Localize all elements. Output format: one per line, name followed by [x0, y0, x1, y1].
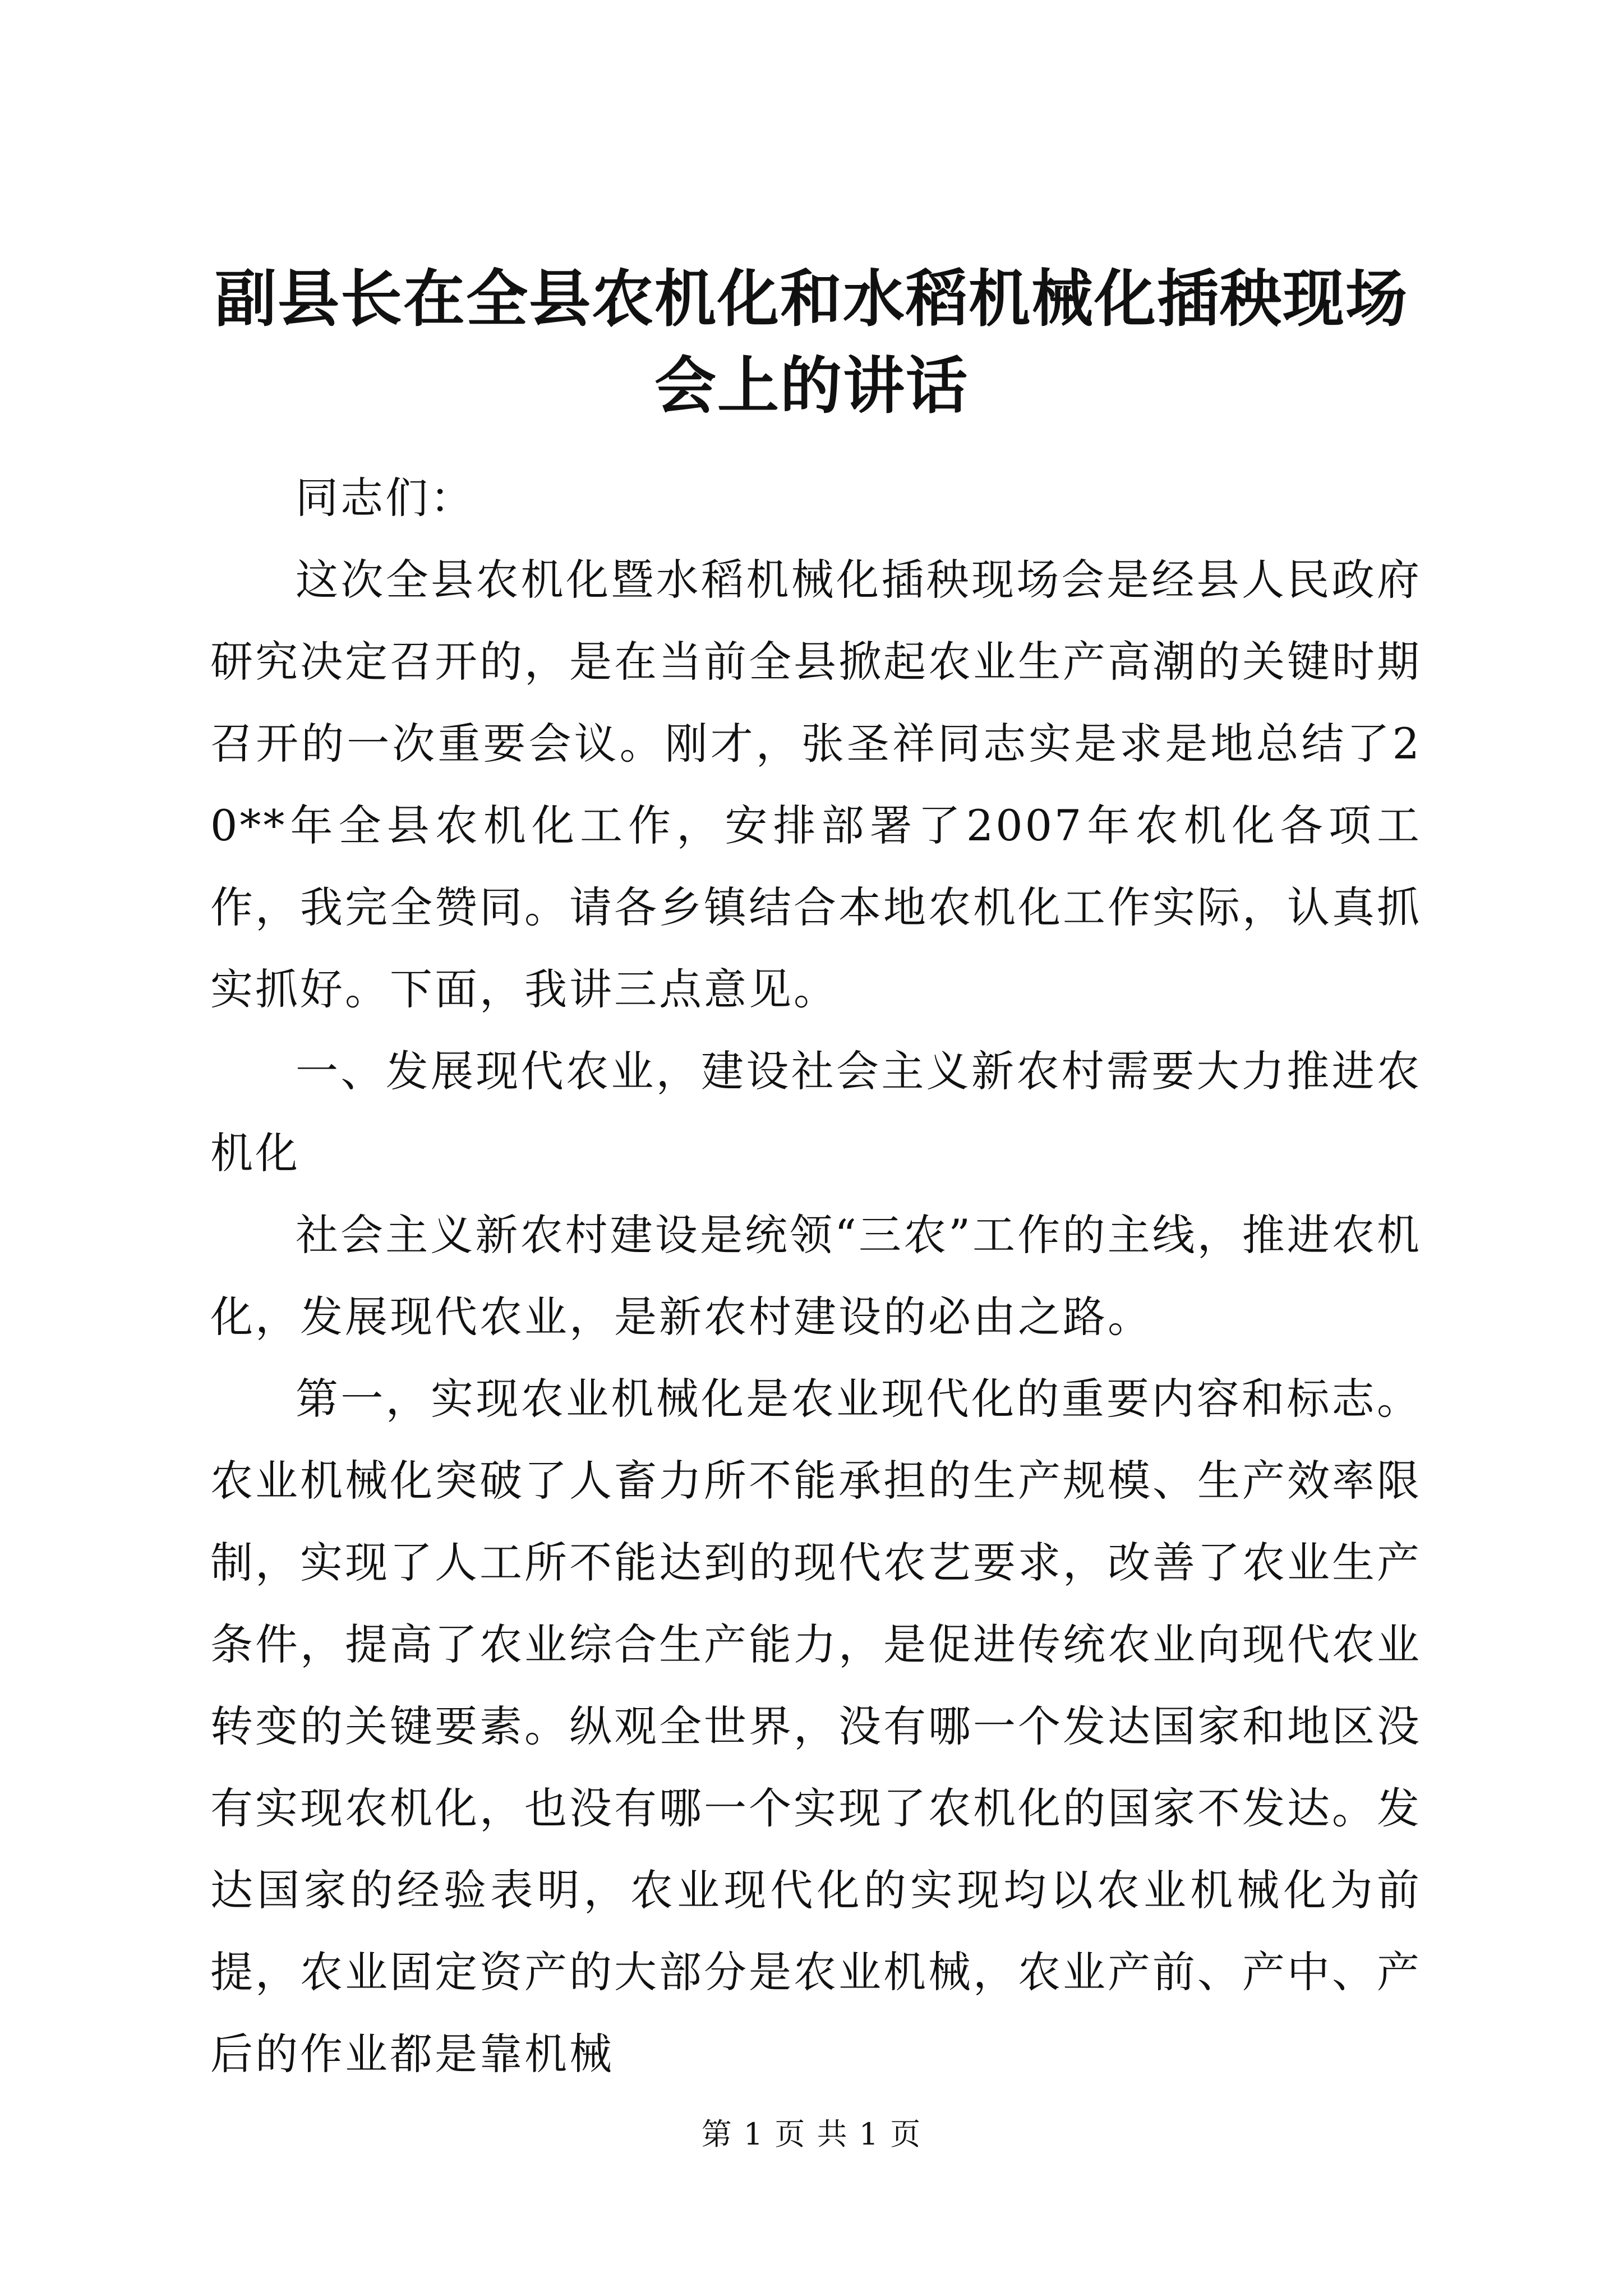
paragraph-section-1-summary: 社会主义新农村建设是统领“三农”工作的主线，推进农机化，发展现代农业，是新农村建设的必由之路。 [210, 1210, 1422, 1342]
paragraph-intro: 这次全县农机化暨水稻机械化插秧现场会是经县人民政府研究决定召开的，是在当前全县掀起农业生产高潮的关键时期召开的一次重要会议。刚才，张圣祥同志实是求是地总结了20**年全县农机化工作，安排部署了2007年农机化各项工作，我完全赞同。请各乡镇结合本地农机化工作实际，认真抓实抓好。下面，我讲三点意见。 [210, 555, 1422, 1014]
paragraph-salutation: 同志们： [296, 473, 475, 523]
section-heading-1: 一、发展现代农业，建设社会主义新农村需要大力推进农机化 [210, 1046, 1422, 1178]
paragraph-point-1: 第一，实现农业机械化是农业现代化的重要内容和标志。农业机械化突破了人畜力所不能承担的生产规模、生产效率限制，实现了人工所不能达到的现代农艺要求，改善了农业生产条件，提高了农业综合生产能力，是促进传统农业向现代农业转变的关键要素。纵观全世界，没有哪一个发达国家和地区没有实现农机化，也没有哪一个实现了农机化的国家不发达。发达国家的经验表明，农业现代化的实现均以农业机械化为前提，农业固定资产的大部分是农业机械，农业产前、产中、产后的作业都是靠机械 [210, 1374, 1422, 2079]
document-body [210, 457, 1422, 2095]
page-footer: 第 1 页 共 1 页 [701, 2116, 922, 2152]
document-title: 副县长在全县农机化和水稻机械化插秧现场会上的讲话 [215, 263, 1408, 422]
